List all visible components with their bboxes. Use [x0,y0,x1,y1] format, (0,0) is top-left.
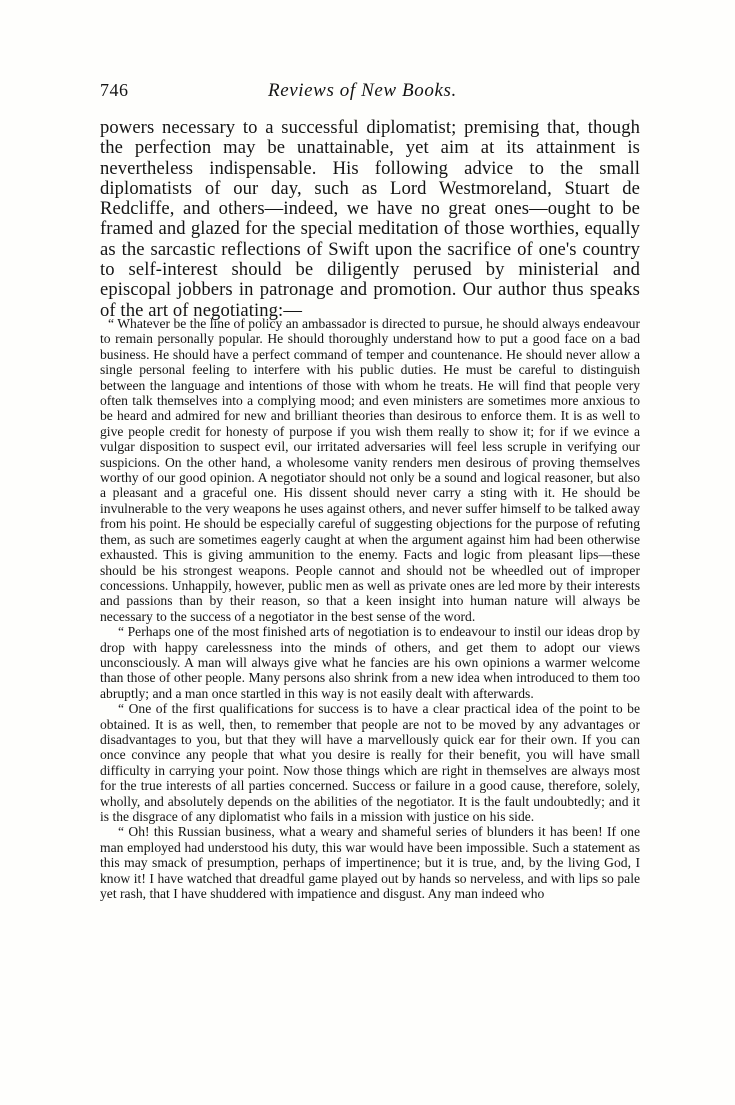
page-number: 746 [100,80,129,100]
quote-paragraph: “ Whatever be the line of policy an ambassador is directed to pursue, he should always endeavour to remain personally popular. He should thoroughly understand how to put a good face on a bad business. He should have a perfect command of temper and countenance. He should never allow a single personal feeling to interfere with his public duties. He must be careful to distinguish between the language and intentions of those with whom he treats. He will find that people very often talk themselves into a complying mood; and even ministers are sometimes more anxious to be heard and admired for new and brilliant theories than desirous to enforce them. It is as well to give people credit for honesty of purpose if you wish them really to show it; for if we evince a vulgar disposition to suspect evil, our irritated adversaries will feel less scruple in verifying our suspicions. On the other hand, a wholesome vanity renders men desirous of proving themselves worthy of our good opinion. A negotiator should not only be a sound and logical reasoner, but also a pleasant and a graceful one. His dissent should never carry a sting with it. He should be invulnerable to the very weapons he uses against others, and never suffer himself to be talked away from his point. He should be especially careful of suggesting objections for the purpose of refuting them, as such are sometimes eagerly caught at when the argument against him had been otherwise exhausted. This is giving ammunition to the enemy. Facts and logic from pleasant lips—these should be his strongest weapons. People cannot and should not be wheedled out of improper concessions. Unhappily, however, public men as well as private ones are led more by their interests and passions than by their reason, so that a keen insight into human nature will always be necessary to the success of a negotiator in the best sense of the word. [100,316,640,624]
running-head [100,80,640,104]
quote-paragraph: “ One of the first qualifications for success is to have a clear practical idea of the point to be obtained. It is as well, then, to remember that people are not to be moved by any advantages or disadvantages to you, but that they will have a marvellously quick ear for their own. If you can once convince any people that what you desire is really for their benefit, you will have small difficulty in carrying your point. Now those things which are right in themselves are always most for the true interests of all parties concerned. Success or failure in a good cause, therefore, solely, wholly, and absolutely depends on the abilities of the negotiator. It is the fault undoubtedly; and it is the disgrace of any diplomatist who fails in a mission with justice on his side. [100,701,640,824]
running-title: Reviews of New Books. [268,80,457,101]
quote-paragraph: “ Oh! this Russian business, what a weary and shameful series of blunders it has been! If one man employed had understood his duty, this war would have been impossible. Such a statement as this may smack of presumption, perhaps of impertinence; but it is true, and, by the living God, I know it! I have watched that dreadful game played out by hands so nerveless, and with lips so pale yet rash, that I have shuddered with impatience and disgust. Any man indeed who [100,824,640,902]
block-quote [100,316,640,901]
intro-paragraph: powers necessary to a successful diplomatist; premising that, though the perfection may be unattainable, yet aim at its attainment is nevertheless indispensable. His following advice to the small diplomatists of our day, such as Lord Westmoreland, Stuart de Redcliffe, and others—indeed, we have no great ones—ought to be framed and glazed for the special meditation of those worthies, equally as the sarcastic reflections of Swift upon the sacrifice of one's country to self-interest should be diligently perused by ministerial and episcopal jobbers in patronage and promotion. Our author thus speaks of the art of negotiating:— [100,117,640,321]
quote-paragraph: “ Perhaps one of the most finished arts of negotiation is to endeavour to instil our ideas drop by drop with happy carelessness into the minds of others, and get them to adopt our views unconsciously. A man will always give what he fancies are his own opinions a warmer welcome than those of other people. Many persons also shrink from a new idea when introduced to them too abruptly; and a man once startled in this way is not easily dealt with afterwards. [100,624,640,701]
